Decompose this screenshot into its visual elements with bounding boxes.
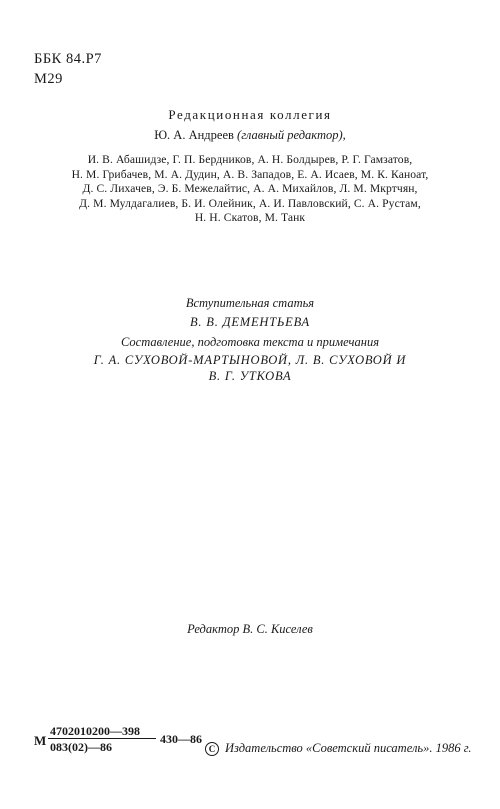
classification-block [34,49,102,89]
board-members-line: Н. М. Грибачев, М. А. Дудин, А. В. Западов, Е. А. Исаев, М. К. Каноат, [71,167,429,181]
catalog-letter: М [34,733,47,748]
chief-editor-line [0,128,500,143]
chief-editor-name: Ю. А. Андреев [154,128,234,142]
bbk-code: ББК 84.Р7 [34,51,102,67]
compilers-line-1: Г. А. СУХОВОЙ-МАРТЫНОВОЙ, Л. В. СУХОВОЙ И [93,353,407,367]
catalog-numerator: 4702010200—398 [50,724,140,738]
catalog-suffix: 430—86 [160,732,202,746]
compilation-label: Составление, подготовка текста и примечания [120,335,380,349]
catalog-denominator: 083(02)—86 [50,740,112,754]
board-members-line: Д. С. Лихачев, Э. Б. Межелайтис, А. А. Михайлов, Л. М. Мкртчян, [82,182,418,196]
fraction-line [48,738,156,739]
copyright-icon: C [205,742,219,756]
publisher-text: Издательство «Советский писатель». 1986 г. [225,741,472,755]
intro-author: В. В. ДЕМЕНТЬЕВА [190,315,310,329]
author-mark: М29 [34,71,63,87]
intro-label: Вступительная статья [185,296,315,310]
chief-editor-role: (главный редактор), [237,128,346,142]
redactor-line: Редактор В. С. Киселев [187,622,313,636]
board-members-line: Д. М. Мулдагалиев, Б. И. Олейник, А. И. Павловский, С. А. Рустам, [79,196,421,210]
publisher-line [205,741,472,756]
credits-block [0,295,500,384]
board-members-list [0,153,500,226]
editorial-board-title: Редакционная коллегия [168,107,332,122]
board-members-line: Н. Н. Скатов, М. Танк [194,211,306,225]
compilers-line-2: В. Г. УТКОВА [208,369,292,383]
board-members-line: И. В. Абашидзе, Г. П. Бердников, А. Н. Болдырев, Р. Г. Гамзатов, [87,153,413,166]
